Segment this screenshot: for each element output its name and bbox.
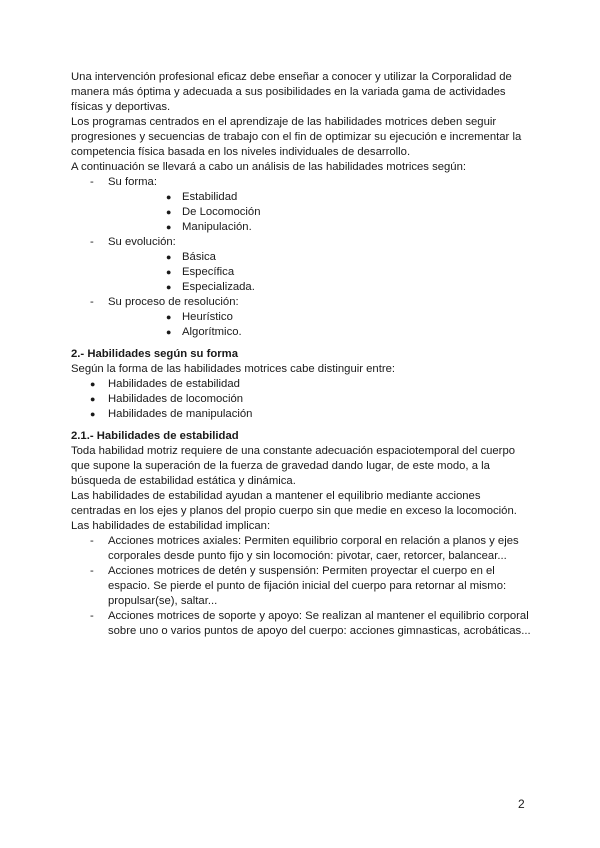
- section-paragraph-3: Las habilidades de estabilidad implican:: [71, 520, 271, 532]
- list-item-text: Acciones motrices de detén y suspensión: Permiten proyectar el cuerpo en el espacio. Se pierde el punto de fijación inicial del cuerpo para retornar al mismo: propulsar(se), saltar...: [108, 565, 507, 607]
- list-item-text: Especializada.: [182, 281, 255, 293]
- analysis-label: Su forma:: [108, 176, 157, 188]
- list-item: [71, 564, 531, 609]
- intro-paragraph-1: Una intervención profesional eficaz debe enseñar a conocer y utilizar la Corporalidad de manera más óptima y adecuada a sus posibilidades en la variada gama de actividades físicas y deportivas.: [71, 71, 512, 113]
- bullet-marker: ●: [166, 192, 172, 202]
- analysis-item: [71, 175, 531, 235]
- bullet-marker: ●: [166, 282, 172, 292]
- section-heading: 2.1.- Habilidades de estabilidad: [71, 430, 239, 442]
- bullet-marker: ●: [166, 252, 172, 262]
- list-item-text: Habilidades de manipulación: [108, 408, 253, 420]
- list-item-text: Habilidades de estabilidad: [108, 378, 240, 390]
- analysis-sublist: [108, 310, 531, 340]
- list-item-text: Específica: [182, 266, 235, 278]
- analysis-list: [71, 175, 531, 340]
- list-item-text: Algorítmico.: [182, 326, 242, 338]
- section-intro: Según la forma de las habilidades motrices cabe distinguir entre:: [71, 363, 396, 375]
- bullet-marker: ●: [166, 327, 172, 337]
- list-item: [71, 377, 531, 392]
- bullet-marker: ●: [90, 394, 96, 404]
- bullet-marker: ●: [166, 267, 172, 277]
- list-item-text: Habilidades de locomoción: [108, 393, 244, 405]
- intro-paragraph-2: Los programas centrados en el aprendizaje de las habilidades motrices deben seguir progresiones y secuencias de trabajo con el fin de optimizar su ejecución e incrementar la competencia física basada en los niveles individuales de desarrollo.: [71, 116, 522, 158]
- list-item: [108, 325, 531, 340]
- list-item-text: Básica: [182, 251, 216, 263]
- analysis-item: [71, 235, 531, 295]
- list-item-text: De Locomoción: [182, 206, 261, 218]
- list-item: [108, 190, 531, 205]
- list-item: [108, 265, 531, 280]
- dash-marker: -: [90, 535, 94, 547]
- page-number: 2: [518, 797, 525, 811]
- bullet-marker: ●: [166, 312, 172, 322]
- list-item: [108, 220, 531, 235]
- estabilidad-list: [71, 534, 531, 639]
- list-item: [71, 609, 531, 639]
- list-item-text: Estabilidad: [182, 191, 238, 203]
- dash-marker: -: [90, 610, 94, 622]
- dash-marker: -: [90, 176, 94, 188]
- list-item: [108, 310, 531, 325]
- list-item-text: Acciones motrices de soporte y apoyo: Se realizan al mantener el equilibrio corporal sobre uno o varios puntos de apoyo del cuerpo: acciones gimnasticas, acrobáticas...: [108, 610, 531, 637]
- bullet-marker: ●: [90, 379, 96, 389]
- forma-list: [71, 377, 531, 422]
- section-paragraph-2: Las habilidades de estabilidad ayudan a mantener el equilibrio mediante acciones centradas en los ejes y planos del propio cuerpo sin que medie en exceso la locomoción.: [71, 490, 517, 517]
- page-content: [71, 70, 531, 639]
- list-item: [71, 534, 531, 564]
- list-item: [108, 280, 531, 295]
- list-item-text: Acciones motrices axiales: Permiten equilibrio corporal en relación a planos y ejes corporales desde punto fijo y sin locomoción: pivotar, caer, retorcer, balancear...: [108, 535, 519, 562]
- analysis-sublist: [108, 190, 531, 235]
- intro-paragraph-3: A continuación se llevará a cabo un análisis de las habilidades motrices según:: [71, 161, 467, 173]
- bullet-marker: ●: [166, 222, 172, 232]
- list-item-text: Heurístico: [182, 311, 233, 323]
- bullet-marker: ●: [90, 409, 96, 419]
- list-item-text: Manipulación.: [182, 221, 252, 233]
- dash-marker: -: [90, 565, 94, 577]
- section-paragraph-1: Toda habilidad motriz requiere de una constante adecuación espaciotemporal del cuerpo que supone la superación de la fuerza de gravedad dando lugar, de este modo, a la búsqueda de estabilidad estática y dinámica.: [71, 445, 516, 487]
- list-item: [71, 392, 531, 407]
- analysis-label: Su proceso de resolución:: [108, 296, 239, 308]
- dash-marker: -: [90, 236, 94, 248]
- analysis-item: [71, 295, 531, 340]
- section-heading: 2.- Habilidades según su forma: [71, 348, 238, 360]
- bullet-marker: ●: [166, 207, 172, 217]
- dash-marker: -: [90, 296, 94, 308]
- analysis-sublist: [108, 250, 531, 295]
- list-item: [71, 407, 531, 422]
- list-item: [108, 250, 531, 265]
- analysis-label: Su evolución:: [108, 236, 176, 248]
- list-item: [108, 205, 531, 220]
